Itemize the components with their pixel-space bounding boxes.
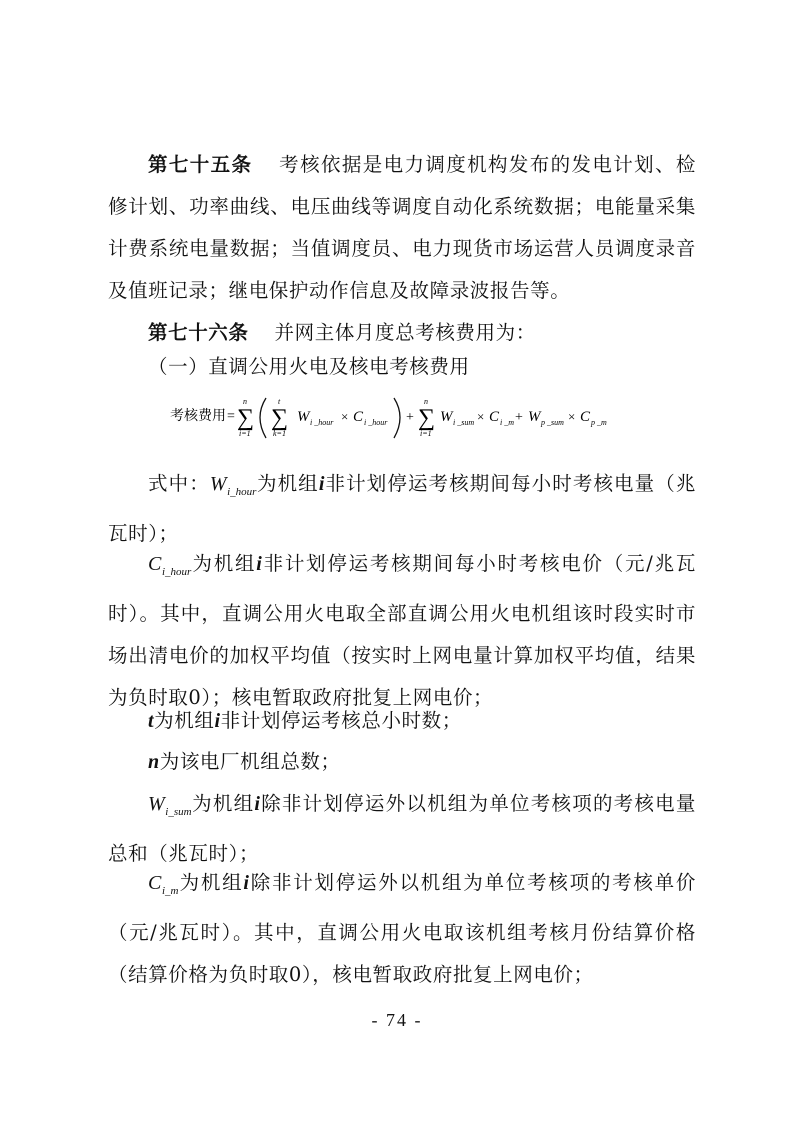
times-sign-1: ×	[341, 409, 349, 424]
inner-sum-lower: k=1	[273, 429, 286, 438]
c-hour-unit-i: i	[256, 553, 263, 575]
w-sum-text-b: 除非计划停运外以机组为单位考核项的考核电量总和（兆瓦时）；	[108, 792, 696, 865]
formula-label: 考核费用	[170, 408, 226, 424]
w-hour-subscript: i _hour	[310, 418, 334, 427]
plus-sign-2: +	[515, 410, 523, 425]
w-hour-unit-i: i	[318, 473, 325, 495]
times-sign-2: ×	[477, 409, 485, 424]
article-75-text: 考核依据是电力调度机构发布的发电计划、检修计划、功率曲线、电压曲线等调度自动化系统数据；电能量采集计费系统电量数据；当值调度员、电力现货市场运营人员调度录音及值班记录；继电保护动作信息及故障录波报告等。	[108, 153, 696, 302]
c-m-symbol: C	[489, 409, 500, 425]
c-hour-text-a: 为机组	[191, 552, 257, 575]
w-p-subscript: p _sum	[541, 418, 564, 427]
article-75-paragraph	[108, 144, 696, 312]
c-hour-subscript: i _hour	[364, 418, 388, 427]
w-sum-unit-i: i	[254, 793, 261, 815]
third-sum-upper: n	[424, 397, 428, 406]
w-sum-var: W	[148, 793, 166, 815]
outer-sum-upper: n	[243, 397, 247, 406]
w-hour-text-a: 为机组	[256, 472, 319, 495]
left-parenthesis	[260, 398, 266, 438]
outer-sum-symbol: ∑	[237, 405, 255, 431]
definition-c-m	[108, 862, 696, 996]
definition-w-hour	[108, 463, 696, 555]
c-hour-text-b: 非计划停运考核期间每小时考核电价（元/兆瓦时）。其中，直调公用火电取全部直调公用火电机组该时段实时市场出清电价的加权平均值（按实时上网电量计算加权平均值，结果为负时取0）；核电暂取政府批复上网电价；	[108, 552, 696, 709]
third-sum-symbol: ∑	[418, 405, 436, 431]
inner-sum-upper: t	[278, 397, 281, 406]
formula-equals: =	[227, 409, 235, 424]
times-sign-3: ×	[568, 409, 576, 424]
definition-intro: 式中：	[148, 472, 210, 495]
t-text-a: 为机组	[154, 709, 215, 732]
right-parenthesis	[394, 398, 400, 438]
third-sum-lower: i=1	[420, 429, 432, 438]
n-text: 为该电厂机组总数；	[159, 750, 341, 773]
t-unit-i: i	[214, 710, 221, 732]
c-hour-symbol: C	[353, 409, 364, 425]
definition-n	[108, 741, 696, 783]
page-number: - 74 -	[371, 1010, 423, 1030]
w-hour-text-b: 非计划停运考核期间每小时考核电量（兆瓦时）；	[108, 472, 696, 545]
w-sum-subscript: i _sum	[453, 418, 475, 427]
c-p-symbol: C	[580, 409, 591, 425]
article-76-heading: 第七十六条	[148, 321, 249, 344]
c-hour-var: C	[148, 553, 162, 575]
c-m-unit-i: i	[243, 872, 250, 894]
outer-sum-lower: i=1	[239, 429, 251, 438]
subheading-thermal-nuclear: （一）直调公用火电及核电考核费用	[148, 355, 470, 378]
c-m-text-a: 为机组	[178, 871, 244, 894]
w-hour-var-subscript: i_hour	[227, 486, 257, 498]
w-sum-symbol: W	[440, 409, 453, 425]
article-76-text: 并网主体月度总考核费用为：	[274, 321, 536, 344]
definition-c-hour	[108, 543, 696, 719]
c-m-text-b: 除非计划停运外以机组为单位考核项的考核单价（元/兆瓦时）。其中，直调公用火电取该机组考核月份结算价格（结算价格为负时取0），核电暂取政府批复上网电价；	[108, 871, 696, 986]
c-hour-var-subscript: i_hour	[161, 566, 192, 578]
article-75-heading: 第七十五条	[148, 153, 253, 176]
c-m-subscript: i _m	[500, 418, 514, 427]
c-m-var-subscript: i_m	[161, 885, 179, 897]
w-sum-var-subscript: i_sum	[165, 806, 192, 818]
w-hour-var: W	[209, 473, 228, 495]
c-m-var: C	[148, 872, 162, 894]
definition-t	[108, 700, 696, 742]
assessment-fee-formula	[170, 392, 650, 444]
inner-sum-symbol: ∑	[271, 405, 289, 431]
w-p-symbol: W	[528, 409, 541, 425]
n-var: n	[148, 751, 160, 773]
plus-sign-1: +	[406, 410, 414, 425]
t-var: t	[148, 710, 155, 732]
w-hour-symbol: W	[297, 409, 310, 425]
t-text-b: 非计划停运考核总小时数；	[220, 709, 462, 732]
c-p-subscript: p _m	[591, 418, 607, 427]
w-sum-text-a: 为机组	[191, 792, 255, 815]
